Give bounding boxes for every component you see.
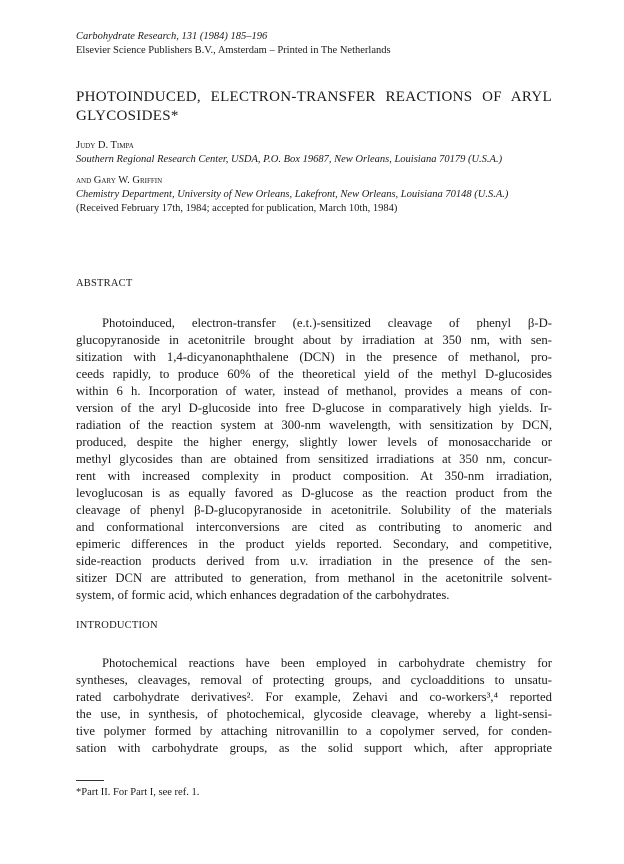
author-affiliation: Chemistry Department, University of New Orleans, Lakefront, New Orleans, Louisiana 70148 (U.S.A.) — [76, 189, 509, 200]
text-line: radiation of the reaction system at 300-nm wavelength, with sensitization by DCN, — [76, 418, 552, 432]
text-line: within 6 h. Incorporation of water, instead of methanol, provides a means of con- — [76, 384, 552, 398]
author-affiliation: Southern Regional Research Center, USDA, P.O. Box 19687, New Orleans, Louisiana 70179 (U.S.A.) — [76, 154, 503, 165]
text-line: sitizer DCN are attributed to generation, from methanol in the acetonitrile solvent- — [76, 571, 552, 585]
text-line: side-reaction products derived from u.v. irradiation in the presence of the sen- — [76, 554, 552, 568]
text-line: cleavage of phenyl β-D-glucopyranoside in acetonitrile. Solubility of the materials — [76, 503, 552, 517]
text-line: the use, in synthesis, of photochemical, glycoside cleavage, whereby a light-sensi- — [76, 707, 552, 721]
abstract-heading: ABSTRACT — [76, 278, 133, 289]
text-line: Photoinduced, electron-transfer (e.t.)-sensitized cleavage of phenyl β-D- — [102, 316, 552, 330]
text-line: rent with increased complexity in product composition. At 350-nm irradiation, — [76, 469, 552, 483]
article-title: PHOTOINDUCED, ELECTRON-TRANSFER REACTIONS OF ARYL GLYCOSIDES* — [76, 89, 552, 124]
text-line: and conformational interconversions are cited as contributing to anomeric and — [76, 520, 552, 534]
text-line: levoglucosan is as equally favored as D-glucose as the reaction product from the — [76, 486, 552, 500]
introduction-heading: INTRODUCTION — [76, 620, 158, 631]
abstract-paragraph — [76, 315, 552, 604]
article-page — [76, 30, 552, 757]
author-name: Judy D. Timpa — [76, 140, 134, 151]
author-name: and Gary W. Griffin — [76, 175, 163, 186]
text-line: epimeric differences in the product yields reported. Secondary, and competitive, — [76, 537, 552, 551]
text-line: methyl glycosides than are obtained from sensitized irradiations at 350 nm, concur- — [76, 452, 552, 466]
text-line: version of the aryl D-glucoside into free D-glucose in comparatively high yields. Ir- — [76, 401, 552, 415]
text-line: glucopyranoside in acetonitrile brought about by irradiation at 350 nm, with sen- — [76, 333, 552, 347]
text-line: syntheses, cleavages, removal of protecting groups, and cycloadditions to unsatu- — [76, 673, 552, 687]
received-dates: (Received February 17th, 1984; accepted for publication, March 10th, 1984) — [76, 203, 398, 214]
publisher-line: Elsevier Science Publishers B.V., Amsterdam – Printed in The Netherlands — [76, 45, 391, 56]
text-line: rated carbohydrate derivatives². For example, Zehavi and co-workers³,⁴ reported — [76, 690, 552, 704]
text-line: sitization with 1,4-dicyanonaphthalene (DCN) in the presence of methanol, pro- — [76, 350, 552, 364]
text-line: produced, despite the higher energy, slightly lower levels of monosaccharide or — [76, 435, 552, 449]
text-line: ceeds rapidly, to produce 60% of the theoretical yield of the methyl D-glucosides — [76, 367, 552, 381]
text-line: Photochemical reactions have been employed in carbohydrate chemistry for — [102, 656, 552, 670]
text-line: sation with carbohydrate groups, as the solid support which, after appropriate — [76, 741, 552, 755]
text-line: system, of formic acid, which enhances degradation of the carbohydrates. — [76, 588, 450, 602]
footnote: *Part II. For Part I, see ref. 1. — [76, 787, 200, 798]
text-line: tive polymer formed by attaching nitrovanillin to a copolymer served, for conden- — [76, 724, 552, 738]
introduction-paragraph — [76, 655, 552, 757]
author-block-1 — [76, 139, 552, 167]
footnote-rule — [76, 780, 104, 781]
journal-citation: Carbohydrate Research, 131 (1984) 185–196 — [76, 31, 268, 42]
author-block-2 — [76, 174, 552, 216]
